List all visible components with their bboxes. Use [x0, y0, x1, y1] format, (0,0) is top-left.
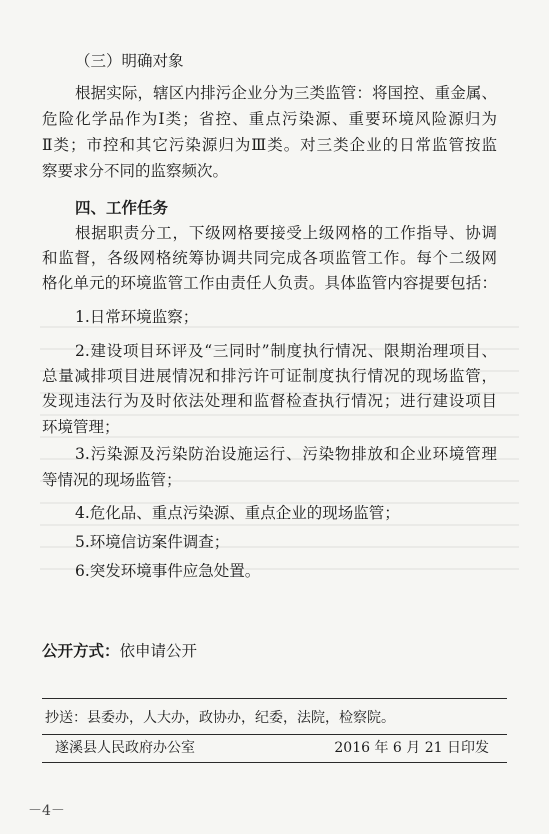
list-item-2-line: 总量减排项目进展情况和排污许可证制度执行情况的现场监管， [42, 367, 497, 385]
list-item-5: 5.环境信访案件调查； [75, 533, 230, 551]
list-item-2-line: 2.建设项目环评及“三同时”制度执行情况、限期治理项目、 [75, 342, 497, 360]
list-item-6: 6.突发环境事件应急处置。 [75, 562, 261, 580]
list-item-2-line: 发现违法行为及时依法处理和监督检查执行情况；进行建设项目 [42, 392, 497, 410]
section-heading-work-tasks: 四、工作任务 [75, 198, 169, 217]
list-item-3-line: 3.污染源及污染防治设施运行、污染物排放和企业环境管理 [75, 445, 497, 463]
footer-middle-rule [42, 734, 507, 735]
list-item-1: 1.日常环境监察； [75, 308, 199, 326]
paragraph-line: 危险化学品作为Ⅰ类；省控、重点污染源、重要环境风险源归为 [42, 110, 497, 128]
page-number: －4－ [28, 803, 65, 819]
footer-bottom-rule [42, 762, 507, 763]
paragraph-line: 和监督，各级网格统筹协调共同完成各项监管工作。每个二级网 [42, 249, 497, 267]
paragraph-line: 格化单元的环境监管工作由责任人负责。具体监管内容提要包括： [42, 274, 497, 292]
disclosure-label: 公开方式： [42, 641, 120, 660]
disclosure-value: 依申请公开 [119, 642, 198, 660]
list-item-4: 4.危化品、重点污染源、重点企业的现场监管； [75, 504, 400, 522]
issuing-office: 遂溪县人民政府办公室 [55, 740, 195, 756]
footer-top-rule [42, 698, 507, 699]
disclosure-line [42, 640, 549, 662]
list-item-3-line: 等情况的现场监管； [42, 471, 182, 489]
section-heading-identify-targets: （三）明确对象 [75, 52, 184, 70]
paragraph-line: 根据职责分工，下级网格要接受上级网格的工作指导、协调 [75, 224, 497, 242]
list-item-2-line: 环境管理； [42, 418, 120, 436]
issue-date: 2016 年 6 月 21 日印发 [334, 740, 489, 756]
paragraph-line: Ⅱ类；市控和其它污染源归为Ⅲ类。对三类企业的日常监管按监 [42, 136, 497, 154]
paragraph-line: 察要求分不同的监察频次。 [42, 162, 229, 180]
paragraph-line: 根据实际，辖区内排污企业分为三类监管：将国控、重金属、 [75, 84, 497, 102]
cc-recipients: 抄送：县委办，人大办，政协办，纪委，法院，检察院。 [45, 710, 395, 726]
